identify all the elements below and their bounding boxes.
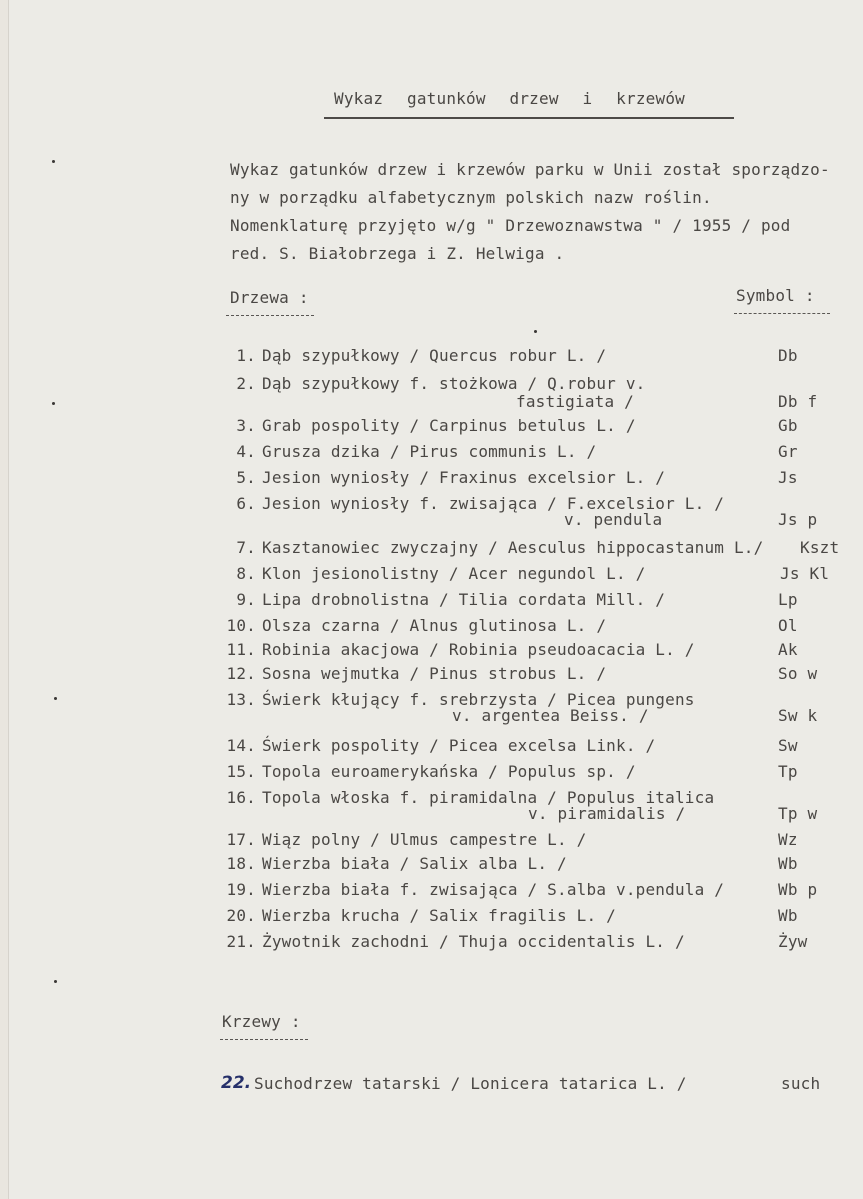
species-name: Lipa drobnolistna / Tilia cordata Mill. / <box>262 590 666 609</box>
item-number: 3. <box>236 416 256 435</box>
shrubs-heading-underline <box>220 1039 308 1040</box>
item-number: 6. <box>236 494 256 513</box>
list-item <box>8 590 863 614</box>
species-symbol: Tp <box>778 762 798 781</box>
intro-line: red. S. Białobrzega i Z. Helwiga . <box>230 244 565 263</box>
species-symbol: Gr <box>778 442 798 461</box>
species-symbol: Db <box>778 346 798 365</box>
item-number: 14. <box>226 736 256 755</box>
item-number: 8. <box>236 564 256 583</box>
list-item <box>8 762 863 786</box>
item-number: 15. <box>226 762 256 781</box>
list-item <box>8 906 863 930</box>
species-name: Topola włoska f. piramidalna / Populus italica <box>262 788 715 807</box>
item-number: 2. <box>236 374 256 393</box>
species-name: Żywotnik zachodni / Thuja occidentalis L. / <box>262 932 685 951</box>
item-number: 4. <box>236 442 256 461</box>
list-item <box>8 416 863 440</box>
species-name: Kasztanowiec zwyczajny / Aesculus hippocastanum L./ <box>262 538 764 557</box>
species-name: Dąb szypułkowy / Quercus robur L. / <box>262 346 607 365</box>
symbol-heading: Symbol : <box>736 286 815 305</box>
species-name: Olsza czarna / Alnus glutinosa L. / <box>262 616 607 635</box>
item-number: 16. <box>226 788 256 807</box>
species-symbol: So w <box>778 664 818 683</box>
species-name: Jesion wyniosły f. zwisająca / F.excelsior L. / <box>262 494 725 513</box>
intro-line: ny w porządku alfabetycznym polskich nazw roślin. <box>230 188 712 207</box>
list-item <box>8 640 863 664</box>
species-symbol: Wb p <box>778 880 818 899</box>
species-symbol: Wb <box>778 854 798 873</box>
item-number: 18. <box>226 854 256 873</box>
species-name: Wiąz polny / Ulmus campestre L. / <box>262 830 587 849</box>
species-symbol: Tp w <box>778 804 818 823</box>
shrubs-heading: Krzewy : <box>222 1012 301 1031</box>
species-symbol: Żyw <box>778 932 808 951</box>
intro-paragraph <box>230 156 860 268</box>
list-item <box>8 880 863 904</box>
species-name: Jesion wyniosły / Fraxinus excelsior L. / <box>262 468 666 487</box>
list-item <box>8 854 863 878</box>
species-symbol: Gb <box>778 416 798 435</box>
margin-speck <box>534 330 537 333</box>
item-number: 9. <box>236 590 256 609</box>
list-item <box>8 830 863 854</box>
symbol-heading-underline <box>734 313 830 314</box>
intro-line: Wykaz gatunków drzew i krzewów parku w Unii został sporządzo- <box>230 160 830 179</box>
margin-speck <box>54 697 57 700</box>
margin-speck <box>52 160 55 163</box>
title-underline <box>324 117 734 119</box>
item-number: 13. <box>226 690 256 709</box>
list-item <box>8 468 863 492</box>
margin-speck <box>54 980 57 983</box>
trees-heading-underline <box>226 315 314 316</box>
document-title: Wykaz gatunków drzew i krzewów <box>334 89 685 108</box>
species-name: Wierzba biała f. zwisająca / S.alba v.pendula / <box>262 880 725 899</box>
species-symbol: Js Kl <box>780 564 830 583</box>
species-symbol: Sw k <box>778 706 818 725</box>
list-item <box>8 538 863 562</box>
species-symbol: Db f <box>778 392 818 411</box>
handwritten-number: 22. <box>221 1073 252 1093</box>
species-name: Topola euroamerykańska / Populus sp. / <box>262 762 636 781</box>
document-page <box>8 0 863 1199</box>
species-name: Świerk kłujący f. srebrzysta / Picea pungens <box>262 690 695 709</box>
item-number: 21. <box>226 932 256 951</box>
list-item <box>8 346 863 370</box>
species-symbol: Wz <box>778 830 798 849</box>
species-name: Wierzba biała / Salix alba L. / <box>262 854 567 873</box>
list-item <box>8 442 863 466</box>
item-number: 19. <box>226 880 256 899</box>
item-number: 10. <box>226 616 256 635</box>
list-item <box>8 1074 863 1098</box>
item-number: 17. <box>226 830 256 849</box>
species-name: Dąb szypułkowy f. stożkowa / Q.robur v. <box>262 374 646 393</box>
list-item <box>8 564 863 588</box>
species-name: Wierzba krucha / Salix fragilis L. / <box>262 906 616 925</box>
list-item <box>8 932 863 956</box>
species-symbol: Kszt <box>800 538 840 557</box>
species-name: Suchodrzew tatarski / Lonicera tatarica L. / <box>254 1074 687 1093</box>
species-name-continuation: v. piramidalis / <box>528 804 686 823</box>
item-number: 11. <box>226 640 256 659</box>
item-number: 1. <box>236 346 256 365</box>
species-name: Świerk pospolity / Picea excelsa Link. / <box>262 736 656 755</box>
species-name: Grab pospolity / Carpinus betulus L. / <box>262 416 636 435</box>
item-number: 7. <box>236 538 256 557</box>
species-name: Robinia akacjowa / Robinia pseudoacacia L. / <box>262 640 695 659</box>
species-symbol: Ak <box>778 640 798 659</box>
species-symbol: Sw <box>778 736 798 755</box>
list-item <box>8 616 863 640</box>
margin-speck <box>52 402 55 405</box>
species-name-continuation: fastigiata / <box>516 392 634 411</box>
species-name: Sosna wejmutka / Pinus strobus L. / <box>262 664 607 683</box>
intro-line: Nomenklaturę przyjęto w/g " Drzewoznawstwa " / 1955 / pod <box>230 216 791 235</box>
trees-heading: Drzewa : <box>230 288 309 307</box>
item-number: 12. <box>226 664 256 683</box>
list-item <box>8 736 863 760</box>
species-symbol: Lp <box>778 590 798 609</box>
species-symbol: Ol <box>778 616 798 635</box>
species-symbol: Wb <box>778 906 798 925</box>
item-number: 5. <box>236 468 256 487</box>
species-name-continuation: v. argentea Beiss. / <box>452 706 649 725</box>
species-symbol: Js <box>778 468 798 487</box>
species-name: Klon jesionolistny / Acer negundol L. / <box>262 564 646 583</box>
species-name: Grusza dzika / Pirus communis L. / <box>262 442 597 461</box>
species-symbol: Js p <box>778 510 818 529</box>
list-item <box>8 664 863 688</box>
species-symbol: such <box>781 1074 821 1093</box>
species-name-continuation: v. pendula <box>564 510 663 529</box>
item-number: 20. <box>226 906 256 925</box>
